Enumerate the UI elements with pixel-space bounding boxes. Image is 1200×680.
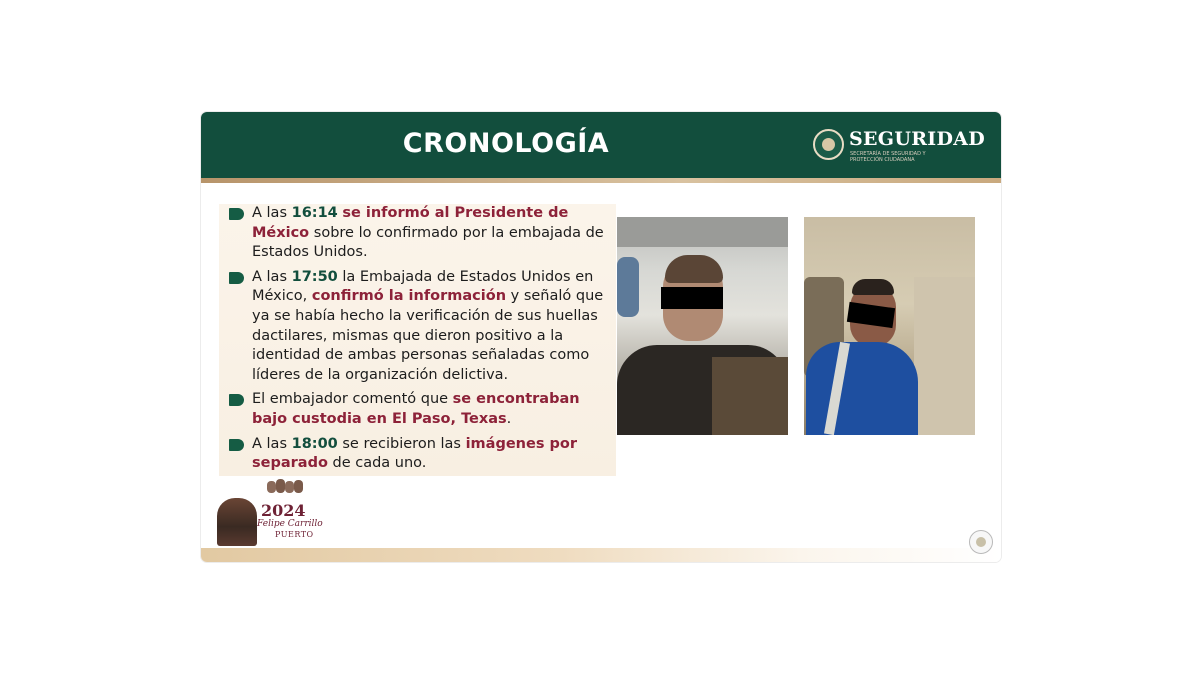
bullet-arrow-icon: [229, 208, 244, 220]
photo-person-1: [617, 217, 788, 435]
text-run: sobre lo confirmado por la embajada de Estados Unidos.: [252, 224, 604, 261]
highlight-text: 17:50: [291, 268, 338, 285]
footer-divider: [201, 548, 1001, 562]
highlight-text: 16:14: [291, 205, 338, 221]
bullet-item: [229, 435, 619, 474]
bullet-arrow-icon: [229, 439, 244, 451]
portraits-icon: [267, 477, 303, 495]
text-run: A las: [252, 205, 292, 221]
text-run: se recibieron las: [337, 435, 466, 452]
bullet-item: [229, 390, 619, 429]
bullet-text: [252, 268, 619, 386]
highlight-text: se encontraban bajo custodia en El Paso, Texas: [252, 391, 580, 427]
brand-logo: [813, 127, 986, 165]
photo-person-2: [804, 217, 975, 435]
brand-name: SEGURIDAD: [849, 128, 986, 150]
slide-header: [201, 112, 1001, 178]
portrait-icon: [217, 498, 257, 546]
bullet-text: [252, 204, 619, 263]
slide-title: CRONOLOGÍA: [402, 128, 610, 159]
highlight-text: se informó al Presidente de México: [252, 205, 569, 241]
text-run: El embajador comentó que: [252, 391, 453, 408]
bullet-text: [252, 435, 619, 474]
brand-subtitle: SECRETARÍA DE SEGURIDAD Y PROTECCIÓN CIUDADANA: [850, 151, 926, 163]
text-run: .: [506, 410, 512, 427]
text-run: A las: [252, 435, 292, 452]
text-run: de cada uno.: [327, 455, 427, 472]
text-run: A las: [252, 268, 292, 285]
bullet-text: [252, 390, 619, 429]
highlight-text: imágenes por separado: [252, 435, 577, 472]
highlight-text: 18:00: [291, 435, 338, 452]
bullet-list: [229, 204, 619, 479]
seal-icon: [969, 530, 993, 554]
seal-icon: [813, 129, 844, 160]
logo-year: 2024: [261, 501, 306, 520]
bullet-arrow-icon: [229, 272, 244, 284]
highlight-text: confirmó la información: [311, 288, 507, 305]
bullet-arrow-icon: [229, 394, 244, 406]
logo-2024: [213, 472, 323, 550]
logo-name: Felipe Carrillo: [257, 519, 323, 529]
header-divider: [201, 178, 1001, 183]
text-run: la Embajada de Estados Unidos en México,: [252, 268, 594, 305]
censor-bar: [661, 287, 723, 309]
logo-place: PUERTO: [275, 530, 314, 539]
text-run: y señaló que ya se había hecho la verificación de sus huellas dactilares, mismas que dieron positivo a la identidad de ambas personas señaladas como líderes de la organización delictiva.: [252, 288, 604, 383]
slide: [201, 112, 1001, 562]
bullet-item: [229, 268, 619, 386]
bullet-item: [229, 204, 619, 263]
